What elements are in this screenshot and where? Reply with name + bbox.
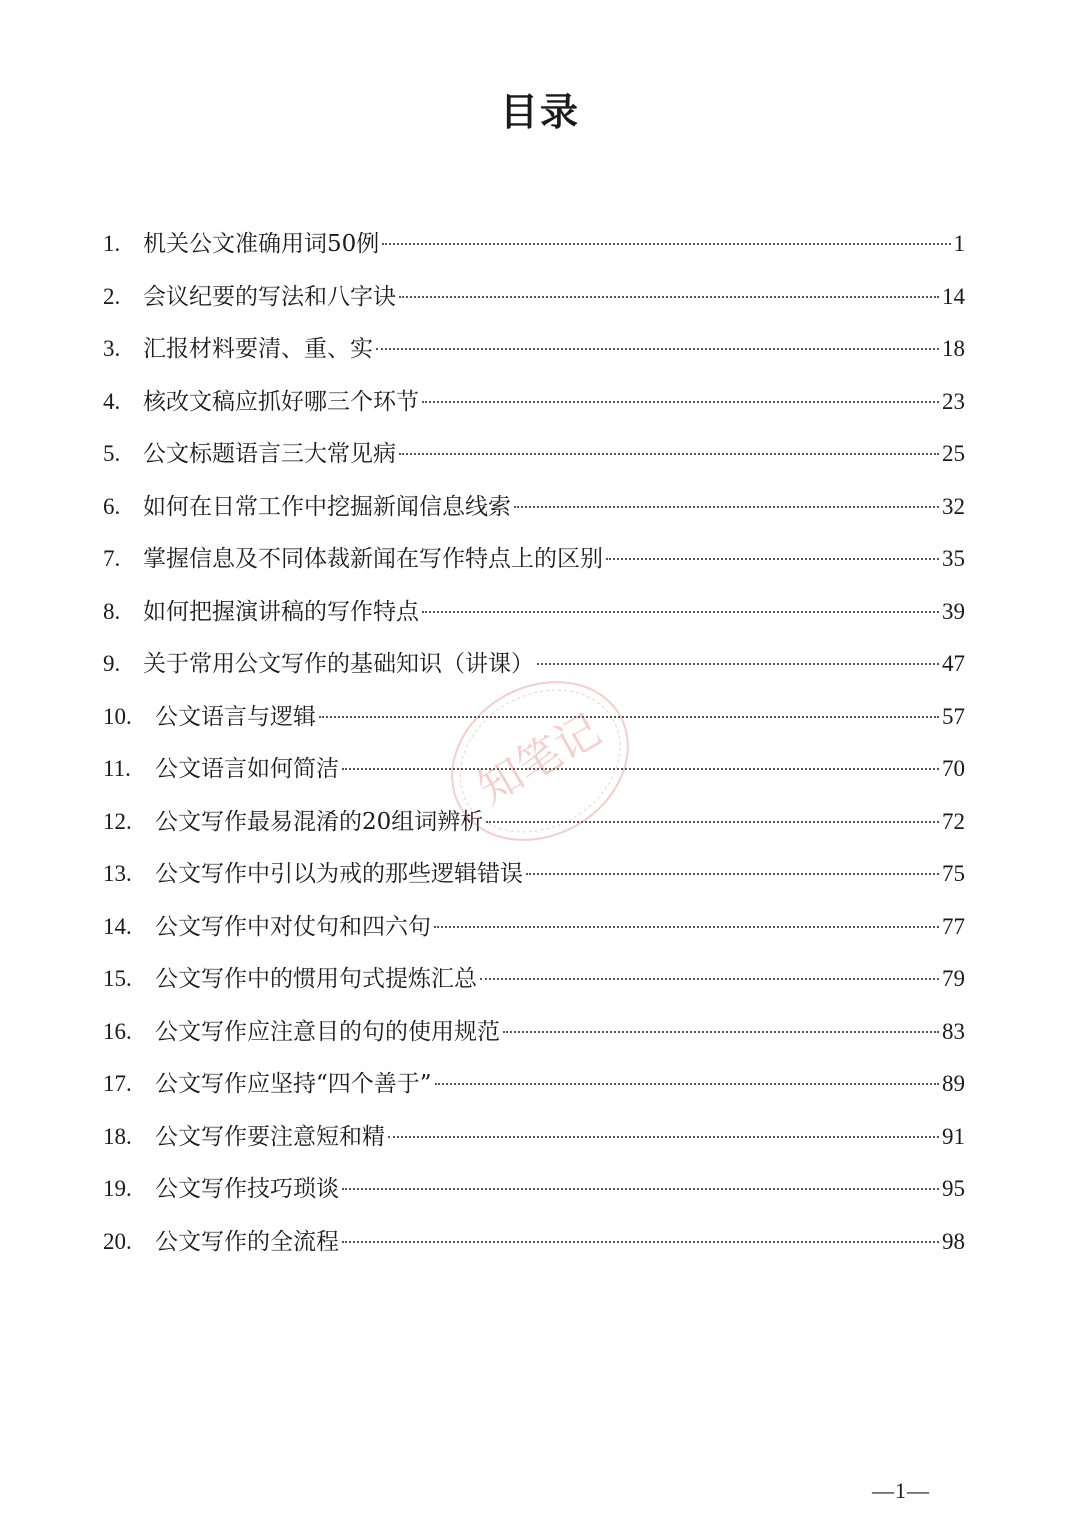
toc-entry-title: 公文写作的全流程 — [155, 1228, 339, 1255]
toc-dot-leader — [422, 401, 939, 403]
toc-entry[interactable] — [103, 905, 965, 958]
toc-entry-page: 89 — [942, 1071, 965, 1096]
toc-entry[interactable] — [103, 590, 965, 643]
toc-entry-number: 10. — [103, 703, 132, 729]
toc-entry-number: 16. — [103, 1018, 132, 1044]
toc-entry-number: 6. — [103, 493, 121, 519]
toc-entry-page: 91 — [942, 1123, 965, 1149]
toc-entry-title: 核改文稿应抓好哪三个环节 — [143, 388, 419, 415]
toc-entry-title: 公文标题语言三大常见病 — [143, 441, 396, 467]
toc-dot-leader — [399, 453, 939, 455]
toc-dot-leader — [514, 506, 939, 508]
toc-entry-number: 8. — [103, 598, 121, 624]
toc-entry-page: 98 — [942, 1228, 965, 1254]
toc-entry-title: 公文写作要注意短和精 — [155, 1123, 385, 1150]
toc-entry-page: 25 — [942, 441, 965, 466]
toc-entry-title: 公文语言如何简洁 — [155, 756, 339, 782]
toc-entry-number: 3. — [103, 336, 121, 361]
toc-dot-leader — [606, 558, 939, 560]
toc-entry-number: 14. — [103, 913, 132, 939]
table-of-contents — [103, 222, 965, 1272]
toc-entry[interactable] — [103, 642, 965, 695]
toc-entry-number: 7. — [103, 546, 121, 571]
toc-entry[interactable] — [103, 432, 965, 485]
toc-entry-page: 18 — [942, 336, 965, 361]
toc-entry-title: 如何把握演讲稿的写作特点 — [143, 598, 419, 625]
toc-entry[interactable] — [103, 380, 965, 433]
toc-entry-number: 11. — [103, 756, 131, 781]
toc-entry-title: 公文写作中的惯用句式提炼汇总 — [155, 966, 477, 992]
toc-entry-title: 公文写作最易混淆的20组词辨析 — [155, 808, 484, 835]
toc-dot-leader — [342, 1241, 939, 1243]
toc-entry-number: 12. — [103, 808, 132, 834]
toc-entry-number: 5. — [103, 441, 121, 466]
toc-entry-number: 17. — [103, 1071, 132, 1096]
watermark-text: 知笔记 — [469, 704, 610, 815]
toc-entry-number: 20. — [103, 1228, 132, 1254]
toc-entry-page: 35 — [942, 546, 965, 571]
toc-entry-title: 公文写作应注意目的句的使用规范 — [155, 1018, 500, 1045]
toc-entry-number: 19. — [103, 1176, 132, 1201]
toc-dot-leader — [319, 716, 939, 718]
toc-entry-page: 32 — [942, 493, 965, 519]
toc-entry-title: 公文语言与逻辑 — [155, 703, 316, 730]
toc-entry[interactable] — [103, 1115, 965, 1168]
toc-dot-leader — [503, 1031, 939, 1033]
toc-dot-leader — [486, 821, 939, 823]
toc-entry-title: 公文写作中对仗句和四六句 — [155, 913, 431, 940]
toc-entry[interactable] — [103, 1062, 965, 1115]
toc-entry-page: 57 — [942, 703, 965, 729]
toc-entry-page: 23 — [942, 388, 965, 414]
toc-entry[interactable] — [103, 275, 965, 328]
page-number: —1— — [872, 1478, 930, 1503]
toc-entry-page: 47 — [942, 651, 965, 676]
toc-entry-title: 公文写作技巧琐谈 — [155, 1176, 339, 1202]
toc-entry-title: 会议纪要的写法和八字诀 — [143, 283, 396, 310]
toc-entry[interactable] — [103, 852, 965, 905]
toc-entry-page: 1 — [953, 231, 965, 256]
toc-entry[interactable] — [103, 695, 965, 748]
toc-entry-page: 75 — [942, 861, 965, 886]
toc-entry-title: 掌握信息及不同体裁新闻在写作特点上的区别 — [143, 546, 603, 572]
toc-entry-page: 39 — [942, 598, 965, 624]
toc-entry-page: 70 — [942, 756, 965, 781]
toc-entry-page: 77 — [942, 913, 965, 939]
toc-entry[interactable] — [103, 1167, 965, 1220]
toc-dot-leader — [388, 1136, 939, 1138]
page-title: 目录 — [499, 89, 580, 134]
toc-entry-number: 4. — [103, 388, 121, 414]
toc-entry-title: 公文写作中引以为戒的那些逻辑错误 — [155, 861, 523, 887]
toc-dot-leader — [342, 1188, 939, 1190]
toc-entry[interactable] — [103, 537, 965, 590]
toc-entry-title: 公文写作应坚持“四个善于” — [155, 1071, 432, 1097]
toc-dot-leader — [435, 1083, 939, 1085]
toc-entry-title: 如何在日常工作中挖掘新闻信息线索 — [143, 493, 511, 520]
toc-dot-leader — [376, 348, 939, 350]
toc-entry-number: 9. — [103, 651, 121, 676]
toc-entry-page: 72 — [942, 808, 965, 834]
toc-entry[interactable] — [103, 747, 965, 800]
toc-dot-leader — [399, 296, 939, 298]
toc-entry-page: 83 — [942, 1018, 965, 1044]
toc-entry-title: 机关公文准确用词50例 — [143, 231, 380, 257]
toc-entry-title: 汇报材料要清、重、实 — [143, 336, 373, 362]
toc-entry[interactable] — [103, 1010, 965, 1063]
toc-dot-leader — [342, 768, 939, 770]
toc-entry[interactable] — [103, 327, 965, 380]
toc-entry[interactable] — [103, 1220, 965, 1273]
toc-dot-leader — [434, 926, 939, 928]
toc-dot-leader — [526, 873, 939, 875]
toc-entry-number: 1. — [103, 231, 121, 256]
toc-dot-leader — [422, 611, 939, 613]
toc-entry-number: 18. — [103, 1123, 132, 1149]
toc-entry[interactable] — [103, 800, 965, 853]
toc-entry-page: 79 — [942, 966, 965, 991]
toc-entry[interactable] — [103, 957, 965, 1010]
toc-entry-page: 95 — [942, 1176, 965, 1201]
toc-entry-page: 14 — [942, 283, 965, 309]
toc-entry-number: 2. — [103, 283, 121, 309]
toc-entry[interactable] — [103, 485, 965, 538]
toc-dot-leader — [480, 978, 939, 980]
toc-entry[interactable] — [103, 222, 965, 275]
toc-entry-number: 13. — [103, 861, 132, 886]
toc-dot-leader — [537, 663, 939, 665]
toc-entry-title: 关于常用公文写作的基础知识（讲课） — [143, 651, 534, 677]
toc-dot-leader — [382, 243, 950, 245]
toc-entry-number: 15. — [103, 966, 132, 991]
